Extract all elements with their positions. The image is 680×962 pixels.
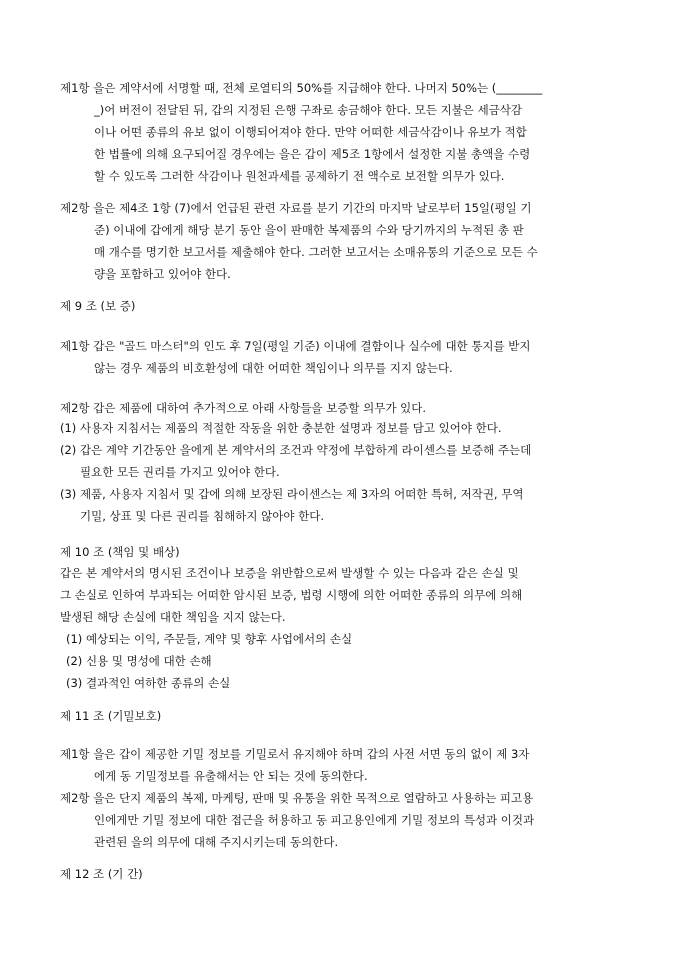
article10-heading: 제 10 조 (책임 및 배상) [60,545,180,559]
article9-p1-line2: 않는 경우 제품의 비호환성에 대한 어떠한 책임이나 의무를 지지 않는다. [94,361,453,375]
article9-p2-intro: 제2항 갑은 제품에 대하여 추가적으로 아래 사항들을 보증할 의무가 있다. [60,401,427,415]
article8-p2-line2: 준) 이내에 갑에게 해당 분기 동안 을이 판매한 복제품의 수와 당기까지의 누적된 총 판 [94,223,524,237]
article11-p1-line1: 제1항 을은 갑이 제공한 기밀 정보를 기밀로서 유지해야 하며 갑의 사전 서면 동의 없이 제 3자 [60,747,530,761]
article9-item1: (1) 사용자 지침서는 제품의 적절한 작동을 위한 충분한 설명과 정보를 담고 있어야 한다. [60,421,502,435]
article8-p1-line2: _)어 버전이 전달된 뒤, 갑의 지정된 은행 구좌로 송금해야 한다. 모든 지불은 세금삭감 [94,103,523,117]
article12-heading: 제 12 조 (기 간) [60,867,143,881]
article11-p2-line3: 관련된 을의 의무에 대해 주지시키는데 동의한다. [94,835,339,849]
article8-p2-line3: 매 개수를 명기한 보고서를 제출해야 한다. 그러한 보고서는 소매유통의 기준으로 모든 수 [94,245,538,259]
article11-heading: 제 11 조 (기밀보호) [60,709,162,723]
article10-item3: (3) 결과적인 여하한 종류의 손실 [66,676,231,690]
article8-p2-line4: 량을 포함하고 있어야 한다. [94,267,231,281]
article9-item3-line1: (3) 제품, 사용자 지침서 및 갑에 의해 보장된 라이센스는 제 3자의 어떠한 특허, 저작권, 무역 [60,487,524,501]
article10-item2: (2) 신용 및 명성에 대한 손해 [66,654,212,668]
article8-p1-line5: 할 수 있도록 그러한 삭감이나 원천과세를 공제하기 전 액수로 보전할 의무가 있다. [94,169,505,183]
article8-p2-line1: 제2항 을은 제4조 1항 (7)에서 언급된 관련 자료를 분기 기간의 마지막 날로부터 15일(평일 기 [60,201,532,215]
article11-p2-line2: 인에게만 기밀 정보에 대한 접근을 허용하고 동 피고용인에게 기밀 정보의 특성과 이것과 [94,813,535,827]
article11-p1-line2: 에게 동 기밀정보를 유출해서는 안 되는 것에 동의한다. [94,769,368,783]
article8-p1-line4: 한 법률에 의해 요구되어질 경우에는 을은 갑이 제5조 1항에서 설정한 지불 총액을 수령 [94,147,531,161]
article8-p1-line1: 제1항 을은 계약서에 서명할 때, 전체 로열티의 50%를 지급해야 한다. 나머지 50%는 (________ [60,81,543,95]
article10-item1: (1) 예상되는 이익, 주문들, 계약 및 향후 사업에서의 손실 [66,632,353,646]
article9-item2-line2: 필요한 모든 권리를 가지고 있어야 한다. [80,465,280,479]
article9-item3-line2: 기밀, 상표 및 다른 권리를 침해하지 않아야 한다. [80,509,324,523]
article9-p1-line1: 제1항 갑은 "골드 마스터"의 인도 후 7일(평일 기준) 이내에 결함이나 실수에 대한 통지를 받지 [60,339,531,353]
article10-body-line1: 갑은 본 계약서의 명시된 조건이나 보증을 위반함으로써 발생할 수 있는 다음과 같은 손실 및 [60,566,519,580]
article11-p2-line1: 제2항 을은 단지 제품의 복제, 마케팅, 판매 및 유통을 위한 목적으로 열람하고 사용하는 피고용 [60,791,534,805]
article9-item2-line1: (2) 갑은 계약 기간동안 을에게 본 계약서의 조건과 약정에 부합하게 라이센스를 보증해 주는데 [60,443,532,457]
article10-body-line3: 발생된 해당 손실에 대한 책임을 지지 않는다. [60,610,286,624]
article9-heading: 제 9 조 (보 증) [60,299,136,313]
article8-p1-line3: 이나 어떤 종류의 유보 없이 이행되어져야 한다. 만약 어떠한 세금삭감이나 유보가 적합 [94,125,527,139]
article10-body-line2: 그 손실로 인하여 부과되는 어떠한 암시된 보증, 법령 시행에 의한 어떠한 종류의 의무에 의해 [60,588,523,602]
